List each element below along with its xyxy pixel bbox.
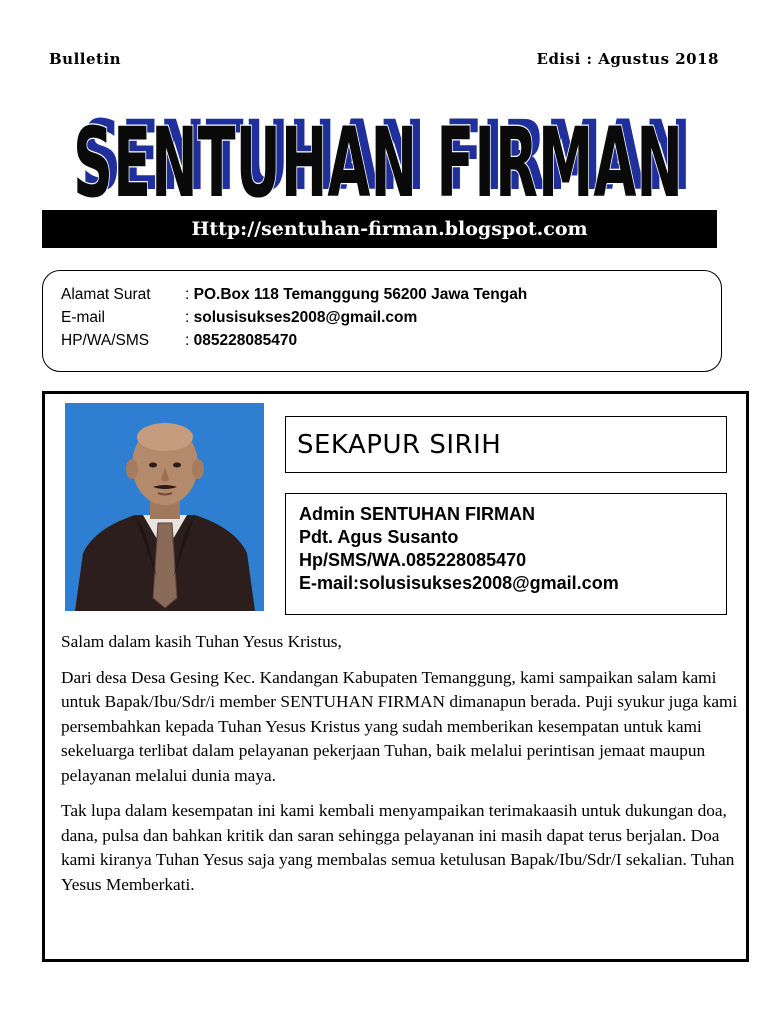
admin-info-box	[285, 493, 727, 615]
contact-separator: :	[185, 332, 194, 349]
section-title: SEKAPUR SIRIH	[285, 416, 727, 473]
contact-row-phone	[61, 330, 297, 352]
admin-line-name: Admin SENTUHAN FIRMAN	[299, 504, 535, 524]
masthead-shadow: SENTUHAN FIRMAN	[81, 100, 691, 206]
contact-separator: :	[185, 286, 194, 303]
admin-line-pastor: Pdt. Agus Susanto	[299, 527, 459, 547]
bulletin-label: Bulletin	[49, 50, 122, 68]
contact-label: E-mail	[61, 309, 105, 326]
contact-label: HP/WA/SMS	[61, 332, 150, 349]
contact-value: solusisukses2008@gmail.com	[193, 309, 418, 326]
contact-value: PO.Box 118 Temanggung 56200 Jawa Tengah	[193, 286, 528, 303]
admin-line-phone: Hp/SMS/WA.085228085470	[299, 550, 527, 570]
masthead-title: SENTUHAN FIRMAN	[73, 107, 683, 206]
author-photo	[65, 403, 264, 611]
masthead-wordmark	[40, 86, 720, 206]
edition-label: Edisi : Agustus 2018	[536, 50, 719, 68]
contact-row-email	[61, 307, 417, 329]
contact-box	[42, 270, 722, 372]
blog-url: Http://sentuhan-firman.blogspot.com	[42, 210, 717, 248]
contact-row-address	[61, 284, 527, 306]
contact-value: 085228085470	[193, 332, 298, 349]
body-paragraph: Tak lupa dalam kesempatan ini kami kembali menyampaikan terimakaasih untuk dukungan doa, dana, pulsa dan bahkan kritik dan saran sehingga pelayanan ini masih dapat terus berjalan. Doa kami kiranya Tuhan Yesus saja yang membalas semua ketulusan Bapak/Ibu/Sdr/I sekalian. Tuhan Yesus Memberkati.	[61, 801, 735, 894]
article-body	[61, 630, 741, 908]
article-frame	[42, 391, 749, 962]
admin-line-email: E-mail:solusisukses2008@gmail.com	[299, 573, 619, 593]
greeting-paragraph: Salam dalam kasih Tuhan Yesus Kristus,	[61, 632, 342, 651]
contact-label: Alamat Surat	[61, 286, 151, 303]
contact-separator: :	[185, 309, 194, 326]
body-paragraph: Dari desa Desa Gesing Kec. Kandangan Kabupaten Temanggung, kami sampaikan salam kami untuk Bapak/Ibu/Sdr/i member SENTUHAN FIRMAN dimanapun berada. Puji syukur juga kami persembahkan kepada Tuhan Yesus Kristus yang sudah memberikan kesempatan untuk kami sekeluarga terlibat dalam pelayanan pekerjaan Tuhan, baik melalui perintisan jemaat maupun pelayanan melalui dunia maya.	[61, 667, 738, 785]
masthead-logo	[40, 86, 720, 206]
portrait-illustration	[65, 403, 264, 611]
